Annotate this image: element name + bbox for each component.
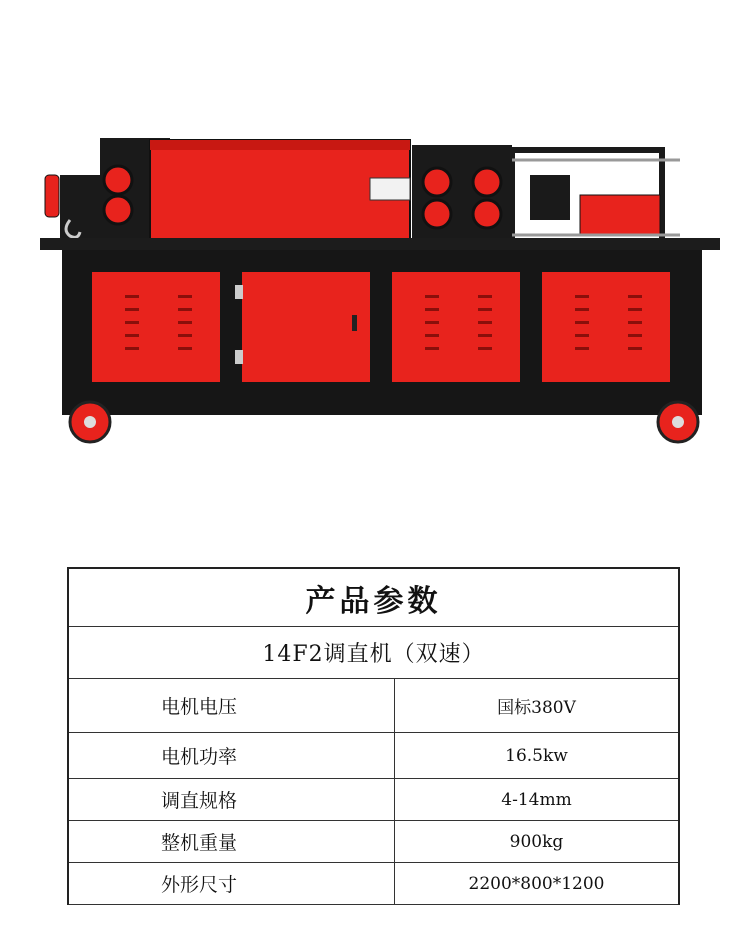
model-name: 14F2调直机（双速） [262, 642, 485, 667]
spec-label: 电机电压 [69, 679, 395, 732]
spec-row-range [69, 779, 678, 821]
spec-table [67, 567, 680, 905]
base-cabinet [40, 238, 720, 415]
spec-row-power [69, 733, 678, 779]
spec-label: 电机功率 [69, 733, 395, 778]
top-assembly [45, 138, 680, 248]
spec-label: 调直规格 [69, 779, 395, 820]
spec-value: 900kg [509, 831, 564, 852]
spec-value: 4-14mm [501, 789, 572, 810]
spec-row-dimensions [69, 863, 678, 905]
spec-label: 外形尺寸 [69, 863, 395, 904]
spec-label: 整机重量 [69, 821, 395, 862]
spec-row-voltage [69, 679, 678, 733]
spec-value: 国标380V [497, 698, 576, 718]
model-row [69, 627, 678, 679]
spec-table-title-row [69, 569, 678, 627]
spec-table-title: 产品参数 [305, 583, 442, 619]
machine-illustration [40, 120, 720, 460]
spec-value: 16.5kw [505, 745, 568, 766]
spec-row-weight [69, 821, 678, 863]
spec-value: 2200*800*1200 [468, 873, 605, 894]
